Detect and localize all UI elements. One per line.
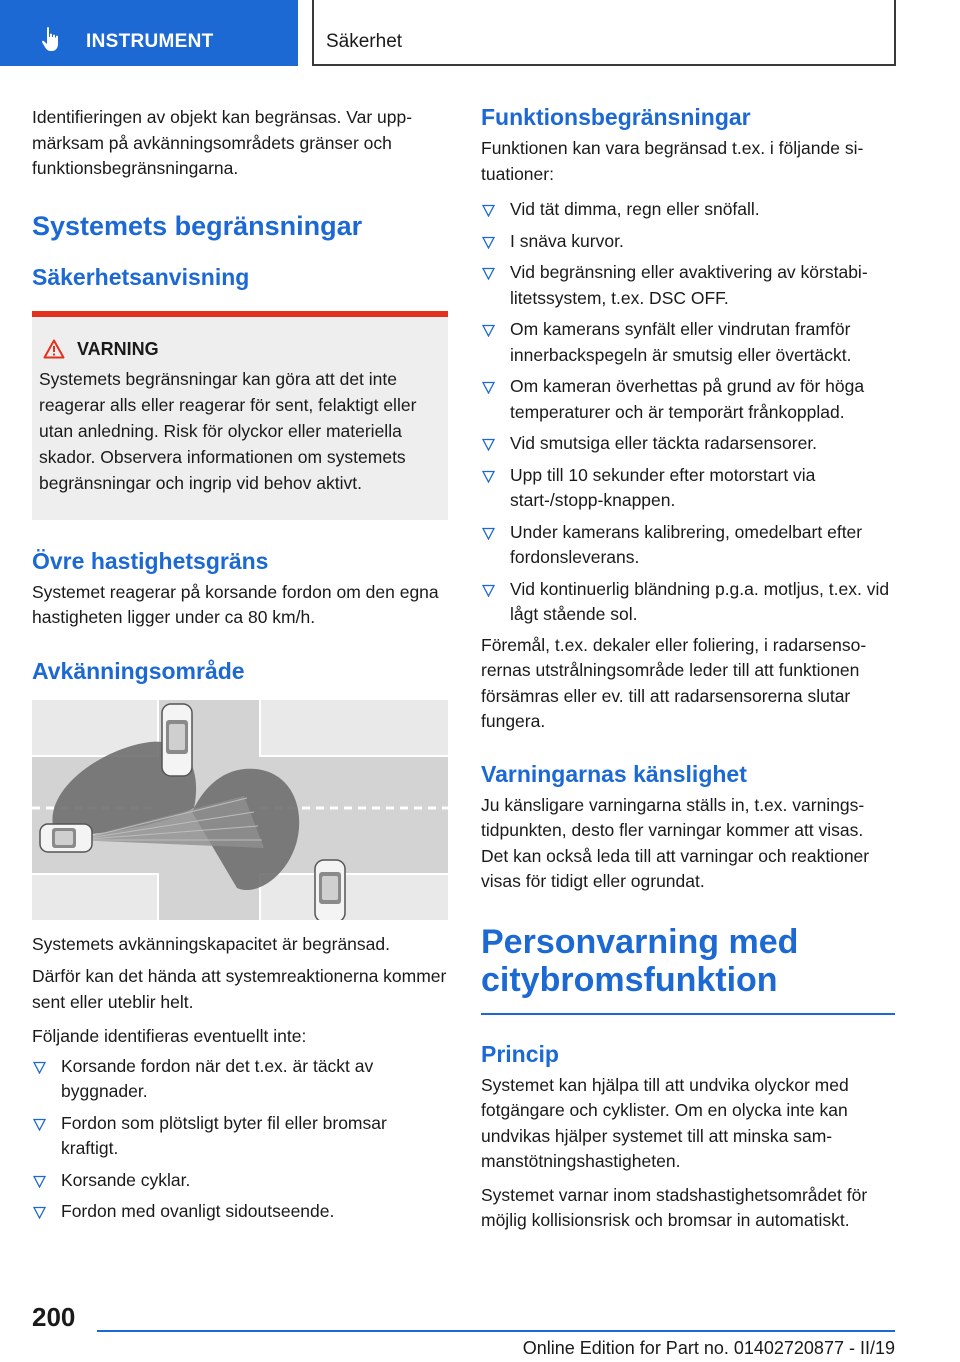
principle-paragraph-1: Systemet kan hjälpa till att undvika olyckor med fotgängare och cyklister. Om en olycka inte kan undvikas hjälper systemet till att minska sammanstötningshastigheten. (481, 1074, 849, 1171)
list-item: Vid begränsning eller avaktivering av körstabilitetssystem, t.ex. DSC OFF. (481, 260, 895, 311)
crossing-car-bottom (315, 860, 345, 920)
section-title: Säkerhet (326, 31, 403, 52)
chapter-tab-label: INSTRUMENT (86, 31, 214, 52)
heading-person-warning: Personvarning med citybromsfunktion (481, 922, 799, 999)
triangle-bullet-icon (482, 236, 495, 249)
edition-text: Online Edition for Part no. 01402720877 - II/19 (522, 1338, 895, 1358)
page-number: 200 (32, 1302, 76, 1332)
speed-limit-text: Systemet reagerar på korsande fordon om den egna hastigheten ligger under ca 80 km/h. (32, 581, 439, 627)
triangle-bullet-icon (482, 438, 495, 451)
triangle-bullet-icon (33, 1061, 46, 1074)
list-item: Under kamerans kalibrering, omedelbart efter fordonsleverans. (481, 520, 895, 571)
area-text-3: Följande identifieras eventuellt inte: (32, 1026, 307, 1046)
objects-paragraph: Föremål, t.ex. dekaler eller foliering, i radarsensorernas utstrålningsområde leder till att funktionen försämras eller ev. till att radarsensorerna slutar fungera. (481, 634, 867, 731)
triangle-bullet-icon (33, 1175, 46, 1188)
triangle-bullet-icon (482, 527, 495, 540)
function-intro: Funktionen kan vara begränsad t.ex. i följande situationer: (481, 138, 864, 184)
heading-underline (481, 1013, 895, 1015)
function-limits-list (481, 197, 895, 628)
intro-paragraph: Identifieringen av objekt kan begränsas. Var uppmärksam på avkänningsområdets gränser och funktionsbegränsningarna. (32, 107, 413, 178)
sensitivity-paragraph: Ju känsligare varningarna ställs in, t.ex. varningstidpunkten, desto fler varningar kommer att visas. Det kan också leda till att varningar och reaktioner visas för tidigt eller ogrundat. (481, 794, 870, 891)
list-item: Om kamerans synfält eller vindrutan framför innerbackspegeln är smutsig eller övertäckt. (481, 317, 895, 368)
heading-principle: Princip (481, 1040, 559, 1067)
triangle-bullet-icon (482, 204, 495, 217)
warning-triangle-icon (43, 339, 65, 359)
principle-paragraph-2: Systemet varnar inom stadshastighetsområdet för möjlig kollisionsrisk och bromsar in automatiskt. (481, 1184, 868, 1230)
footer-rule (97, 1330, 895, 1332)
chapter-tab[interactable] (0, 0, 298, 66)
right-column (481, 96, 895, 1234)
list-item: Fordon med ovanligt sidoutseende. (32, 1199, 448, 1225)
section-title-box (312, 0, 896, 66)
hand-pointer-icon (40, 26, 64, 52)
heading-safety-note: Säkerhetsanvisning (32, 263, 250, 290)
detection-area-illustration (32, 700, 448, 920)
page-header (0, 0, 960, 66)
triangle-bullet-icon (482, 381, 495, 394)
list-item: Korsande fordon när det t.ex. är täckt av byggnader. (32, 1054, 448, 1105)
list-item: Vid kontinuerlig bländning p.g.a. motljus, t.ex. vid lågt stående sol. (481, 577, 895, 628)
list-item: Korsande cyklar. (32, 1168, 448, 1194)
heading-upper-speed-limit: Övre hastighetsgräns (32, 547, 269, 574)
warning-text: Systemets begränsningar kan göra att det inte reagerar alls eller reagerar för sent, felaktigt eller utan anledning. Risk för olyckor eller materiella skador. Observera informationen om systemets begränsningar och ingrip vid behov aktivt. (39, 368, 417, 493)
heading-detection-area: Avkänningsområde (32, 657, 245, 684)
list-item: Upp till 10 sekunder efter motorstart via start-/stopp-knappen. (481, 463, 895, 514)
crossing-car-top (162, 704, 192, 776)
triangle-bullet-icon (482, 470, 495, 483)
list-item: Om kameran överhettas på grund av för höga temperaturer och är temporärt frånkopplad. (481, 374, 895, 425)
ego-car (40, 824, 92, 852)
undetected-list (32, 1054, 448, 1225)
list-item: Vid smutsiga eller täckta radarsensorer. (481, 431, 895, 457)
triangle-bullet-icon (33, 1206, 46, 1219)
heading-warning-sensitivity: Varningarnas känslighet (481, 760, 747, 787)
triangle-bullet-icon (482, 324, 495, 337)
list-item: Vid tät dimma, regn eller snöfall. (481, 197, 895, 223)
area-text-2: Därför kan det hända att systemreaktionerna kommer sent eller uteblir helt. (32, 966, 447, 1012)
triangle-bullet-icon (482, 267, 495, 280)
warning-label: VARNING (77, 338, 159, 359)
triangle-bullet-icon (33, 1118, 46, 1131)
area-text-1: Systemets avkänningskapacitet är begränsad. (32, 933, 390, 954)
triangle-bullet-icon (482, 584, 495, 597)
heading-system-limits: Systemets begränsningar (32, 210, 363, 241)
list-item: Fordon som plötsligt byter fil eller bromsar kraftigt. (32, 1111, 448, 1162)
heading-function-limits: Funktionsbegränsningar (481, 104, 751, 130)
list-item: I snäva kurvor. (481, 229, 895, 255)
left-column (32, 96, 448, 1231)
warning-box (32, 311, 448, 520)
